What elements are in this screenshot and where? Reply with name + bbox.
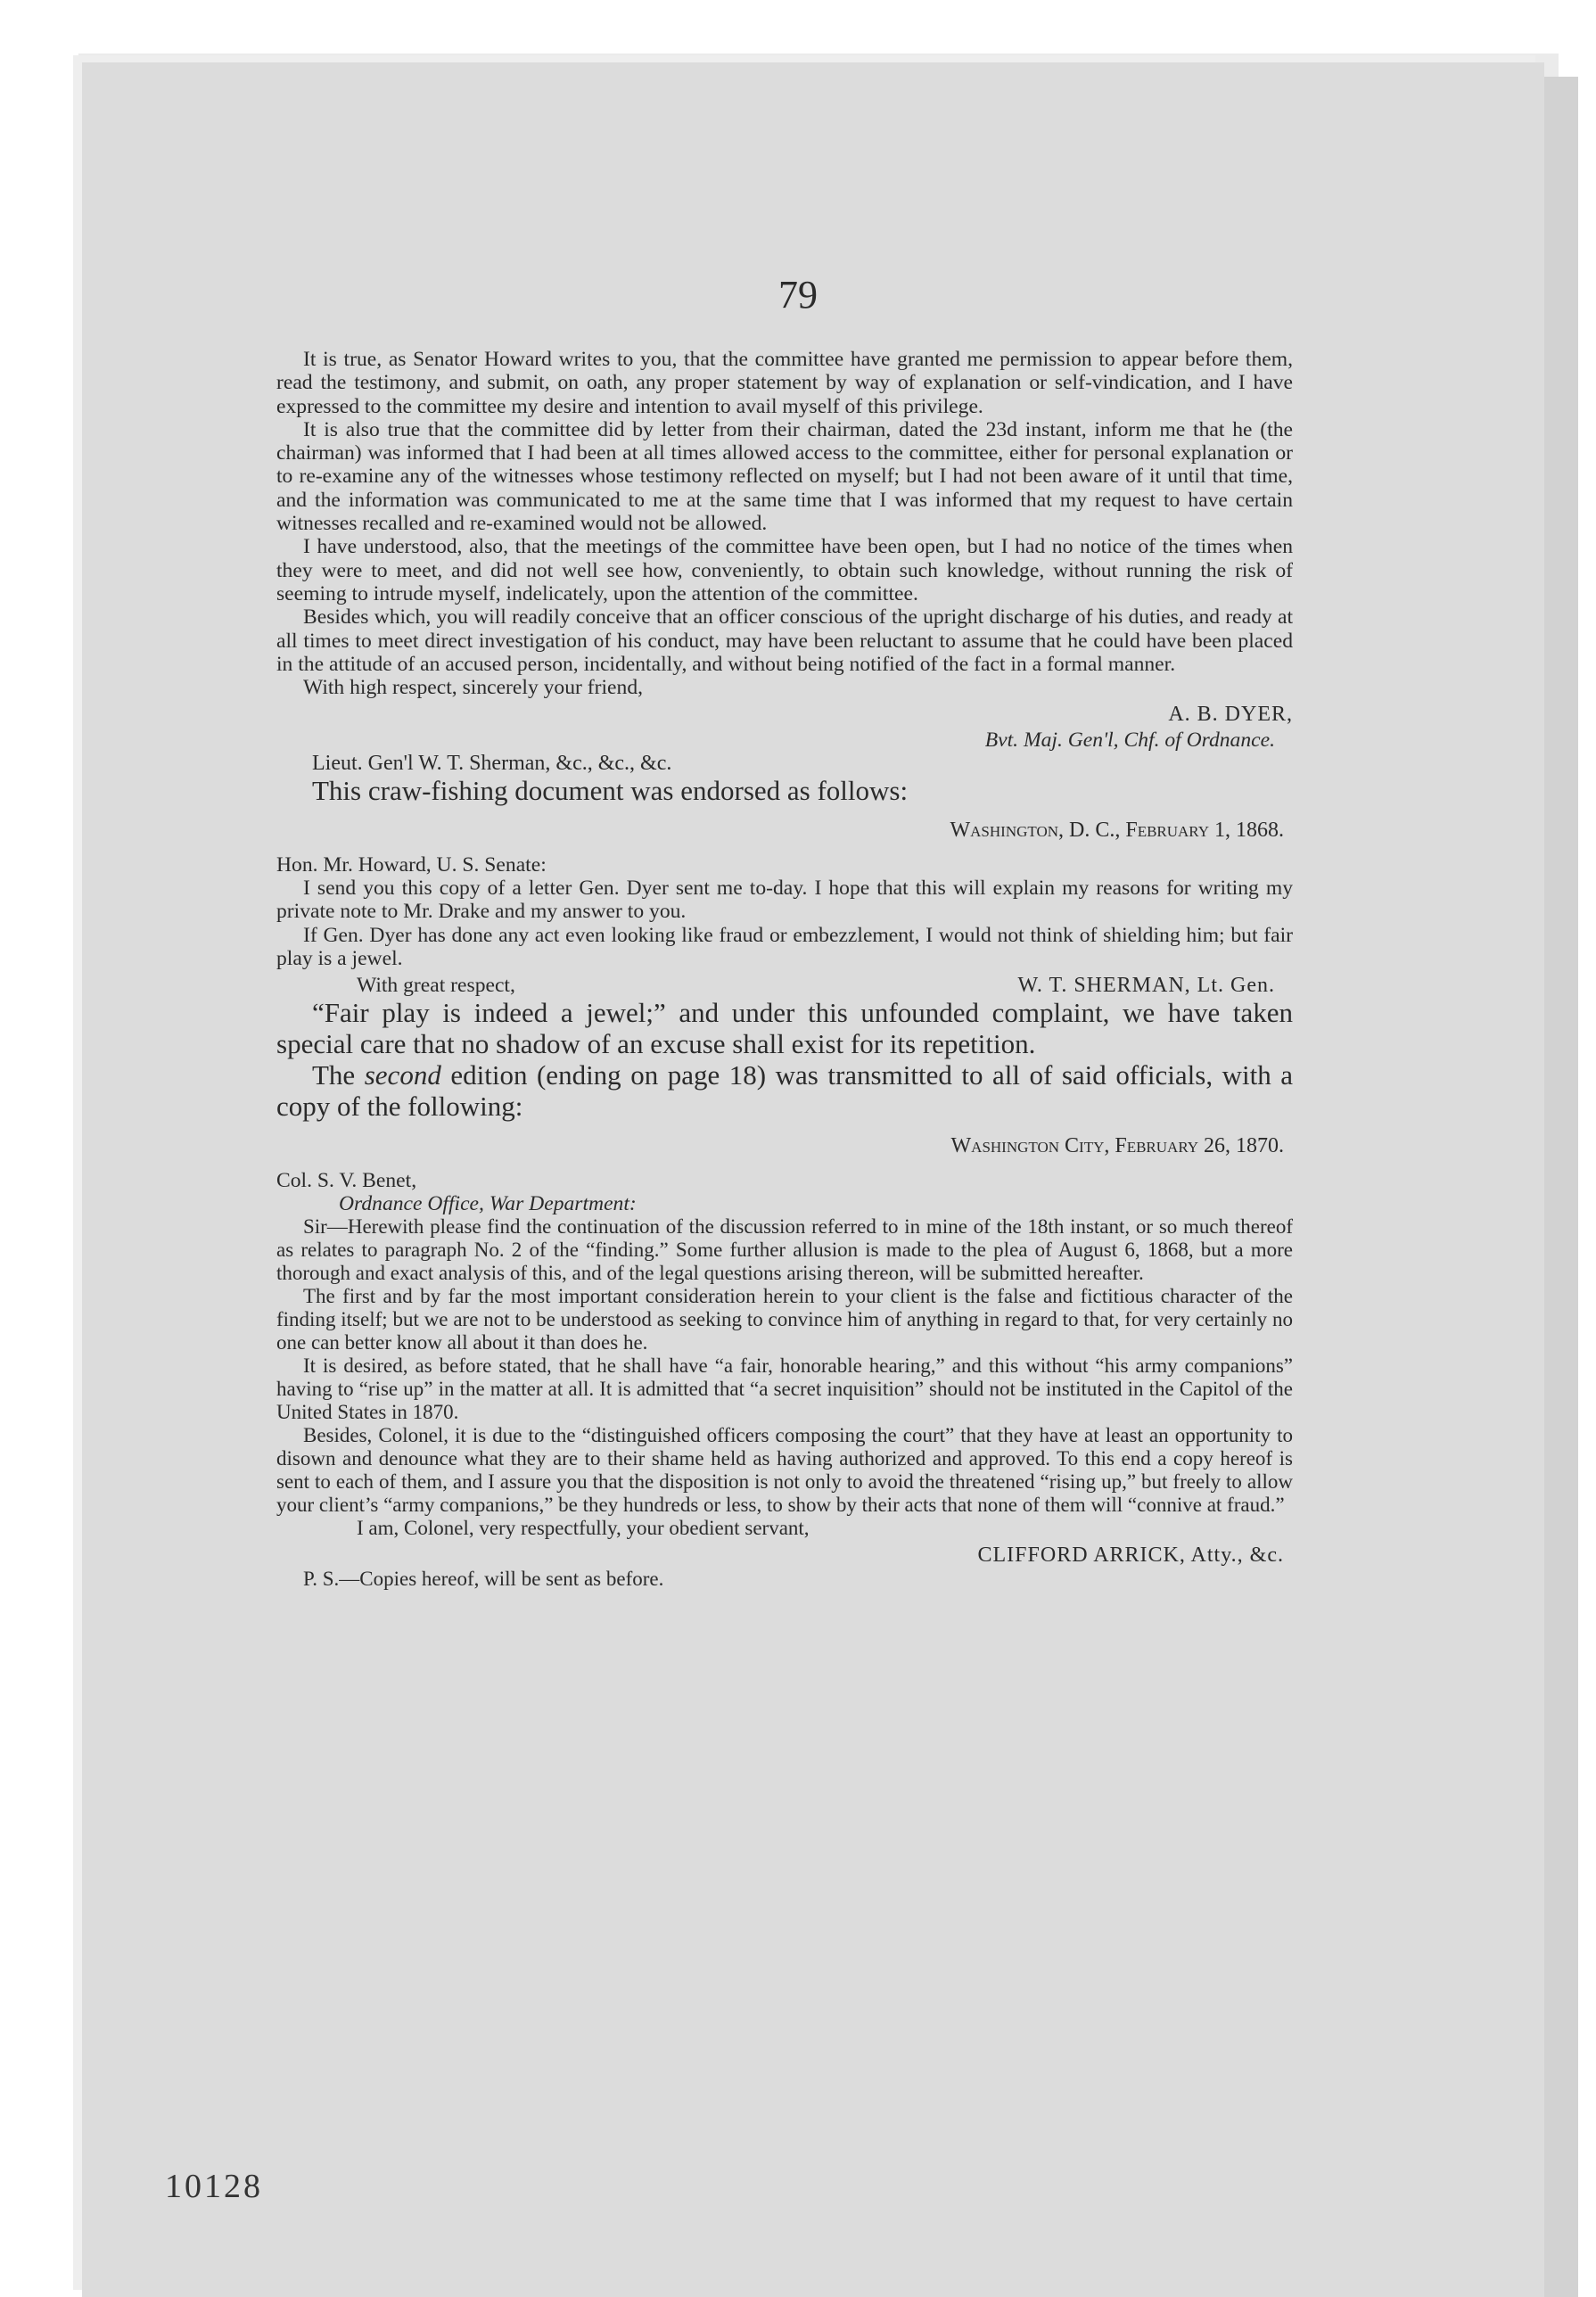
- postscript: P. S.—Copies hereof, will be sent as before.: [303, 1567, 664, 1590]
- paragraph-7: Sir—Herewith please find the continuation of the discussion referred to in mine of the 18th instant, or so much thereof as relates to paragraph No. 2 of the “finding.” Some further allusion is made to the plea of August 6, 1868, but a more thorough and exact analysis of this, and of the legal questions arising thereon, will be submitted hereafter.: [276, 1215, 1293, 1285]
- second-edition-text-b: edition (ending on page 18) was transmitted to all of said officials, with a copy of the following:: [276, 1059, 1293, 1123]
- dateline-1870: Washington City, February 26, 1870.: [950, 1134, 1284, 1158]
- addressee-benet: Col. S. V. Benet,: [276, 1168, 417, 1192]
- second-edition-emphasis: second: [364, 1059, 441, 1091]
- paragraph-10: Besides, Colonel, it is due to the “distinguished officers composing the court” that they have at least an opportunity to disown and denounce what they are to their shame held as having authorized and approved. To this end a copy hereof is sent to each of them, and I assure you that the disposition is not only to avoid the threatened “rising up,” but freely to allow your client’s “army companions,” be they hundreds or less, to show by their acts that none of them will “connive at fraud.”: [276, 1424, 1293, 1517]
- heading-endorsement: This craw-fishing document was endorsed as follows:: [312, 775, 909, 807]
- paragraph-8: The first and by far the most important consideration herein to your client is the false and fictitious character of the finding itself; but we are not to be understood as seeking to convince him of anything in regard to that, for very certainly no one can better know all about it than does he.: [276, 1285, 1293, 1354]
- paragraph-6: If Gen. Dyer has done any act even looking like fraud or embezzlement, I would not think of shielding him; but fair play is a jewel.: [276, 923, 1293, 970]
- addressee-howard: Hon. Mr. Howard, U. S. Senate:: [276, 852, 547, 877]
- paragraph-4: Besides which, you will readily conceive that an officer conscious of the upright discharge of his duties, and ready at all times to meet direct investigation of his conduct, may have been reluctant to assume that he could have been placed in the attitude of an accused person, incidentally, and without being notified of the fact in a formal manner.: [276, 605, 1293, 676]
- document-body: [276, 348, 1293, 1591]
- signature-dyer-title: Bvt. Maj. Gen'l, Chf. of Ordnance.: [984, 728, 1275, 752]
- paragraph-9: It is desired, as before stated, that he shall have “a fair, honorable hearing,” and this without “his army companions” having to “rise up” in the matter at all. It is admitted that “a secret inquisition” should not be instituted in the Capitol of the United States in 1870.: [276, 1354, 1293, 1424]
- paragraph-1: It is true, as Senator Howard writes to you, that the committee have granted me permission to appear before them, read the testimony, and submit, on oath, any proper statement by way of explanation or self-vindication, and I have expressed to the committee my desire and intention to avail myself of this privilege.: [276, 348, 1293, 418]
- signature-arrick: CLIFFORD ARRICK, Atty., &c.: [977, 1544, 1284, 1568]
- paragraph-2: It is also true that the committee did by letter from their chairman, dated the 23d instant, inform me that he (the chairman) was informed that I had been at all times allowed access to the committee, either for personal explanation or to re-examine any of the witnesses whose testimony reflected on myself; but I had not been aware of it until that time, and the information was communicated to me at the same time that I was informed that my request to have certain witnesses recalled and re-examined would not be allowed.: [276, 417, 1293, 536]
- second-edition-text-a: The: [312, 1059, 356, 1091]
- page-edge: [1543, 77, 1578, 2297]
- sherman-signoff: [276, 970, 1293, 997]
- addressee-sherman: Lieut. Gen'l W. T. Sherman, &c., &c., &c.: [312, 752, 672, 776]
- addressee-benet-office: Ordnance Office, War Department:: [339, 1192, 637, 1216]
- closing-dyer: With high respect, sincerely your friend,: [303, 676, 644, 700]
- paragraph-3: I have understood, also, that the meetings of the committee have been open, but I had no notice of the times when they were to meet, and did not well see how, conveniently, to obtain such knowledge, without running the risk of seeming to intrude myself, indelicately, upon the attention of the committee.: [276, 535, 1293, 605]
- page-number: 79: [778, 273, 818, 317]
- archive-stamp-number: 10128: [165, 2168, 263, 2205]
- signature-sherman: W. T. SHERMAN, Lt. Gen.: [1017, 974, 1275, 998]
- signature-dyer: A. B. DYER,: [1168, 703, 1293, 727]
- closing-arrick: I am, Colonel, very respectfully, your obedient servant,: [357, 1517, 810, 1540]
- dateline-1868: Washington, D. C., February 1, 1868.: [950, 819, 1284, 843]
- paragraph-fair-play: “Fair play is indeed a jewel;” and under this unfounded complaint, we have taken special care that no shadow of an excuse shall exist for its repetition.: [276, 997, 1293, 1060]
- paragraph-5: I send you this copy of a letter Gen. Dyer sent me to-day. I hope that this will explain my reasons for writing my private note to Mr. Drake and my answer to you.: [276, 876, 1293, 924]
- paragraph-second-edition: [276, 1059, 1293, 1122]
- closing-sherman: With great respect,: [357, 974, 515, 998]
